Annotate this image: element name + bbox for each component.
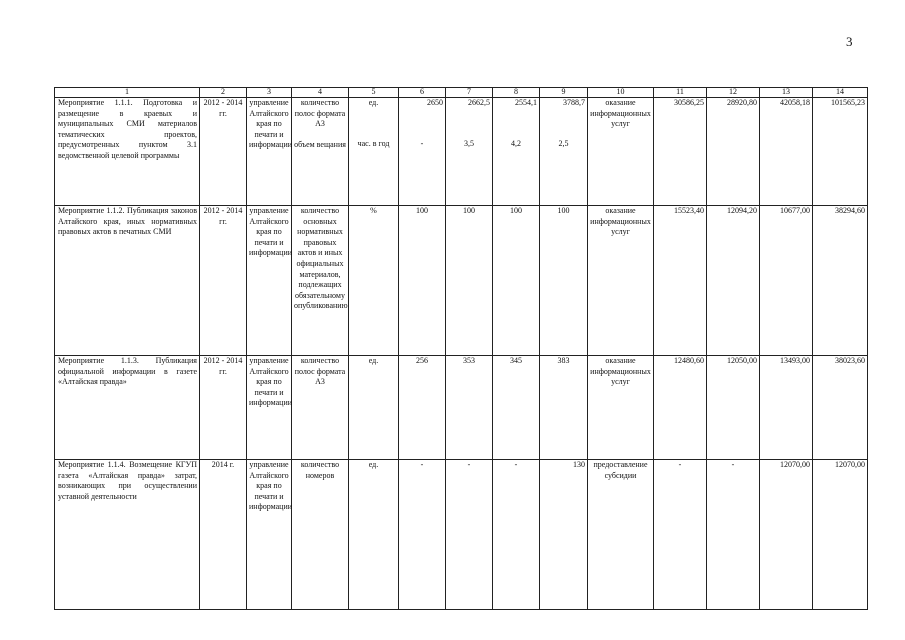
- indicator-b: объем вещания: [294, 139, 346, 149]
- value-cell: 345: [493, 356, 540, 460]
- indicator-cell: количество основных нормативных правовых актов и иных официальных материалов, подлежащих обязательному опубликованию: [292, 206, 349, 356]
- amount-cell: 38023,60: [813, 356, 868, 460]
- unit-cell: %: [349, 206, 399, 356]
- amount-cell: 15523,40: [654, 206, 707, 356]
- event-cell: Мероприятие 1.1.2. Публикация законов Алтайского края, иных нормативных правовых актов в печатных СМИ: [55, 206, 200, 356]
- unit-cell: ед.: [349, 460, 399, 610]
- amount-cell: -: [707, 460, 760, 610]
- years-cell: 2012 - 2014 гг.: [200, 98, 247, 206]
- amount-cell: 42058,18: [760, 98, 813, 206]
- amount-cell: 12070,00: [813, 460, 868, 610]
- value-b: 4,2: [511, 138, 521, 148]
- years-cell: 2012 - 2014 гг.: [200, 206, 247, 356]
- value-cell: 100: [493, 206, 540, 356]
- column-number: 4: [292, 88, 349, 98]
- value-cell: 353: [446, 356, 493, 460]
- value-b: 3,5: [464, 138, 474, 148]
- years-cell: 2012 - 2014 гг.: [200, 356, 247, 460]
- amount-cell: 101565,23: [813, 98, 868, 206]
- unit-b: час. в год: [357, 138, 390, 148]
- value-cell: 130: [540, 460, 588, 610]
- value-cell: [540, 98, 588, 206]
- column-number: 6: [399, 88, 446, 98]
- value-cell: 383: [540, 356, 588, 460]
- table-row: [55, 98, 868, 206]
- column-number: 8: [493, 88, 540, 98]
- amount-cell: 12094,20: [707, 206, 760, 356]
- value-cell: 256: [399, 356, 446, 460]
- amount-cell: -: [654, 460, 707, 610]
- column-number: 1: [55, 88, 200, 98]
- value-cell: [493, 98, 540, 206]
- page-number: 3: [846, 34, 853, 49]
- column-number: 11: [654, 88, 707, 98]
- column-number: 5: [349, 88, 399, 98]
- amount-cell: 28920,80: [707, 98, 760, 206]
- value-cell: 100: [446, 206, 493, 356]
- executor-cell: управление Алтайского края по печати и информации: [247, 356, 292, 460]
- event-cell: Мероприятие 1.1.1. Подготовка и размещение в краевых и муниципальных СМИ материалов тематических проектов, предусмотренных пунктом 3.1 ведомственной целевой программы: [55, 98, 200, 206]
- value-b: -: [420, 138, 424, 148]
- amount-cell: 13493,00: [760, 356, 813, 460]
- event-cell: Мероприятие 1.1.4. Возмещение КГУП газета «Алтайская правда» затрат, возникающих при осуществлении уставной деятельности: [55, 460, 200, 610]
- indicator-cell: количество номеров: [292, 460, 349, 610]
- executor-cell: управление Алтайского края по печати и информации: [247, 98, 292, 206]
- column-number: 2: [200, 88, 247, 98]
- value-a: 2650: [427, 98, 443, 107]
- amount-cell: 30586,25: [654, 98, 707, 206]
- amount-cell: 38294,60: [813, 206, 868, 356]
- years-cell: 2014 г.: [200, 460, 247, 610]
- value-a: 3788,7: [563, 98, 585, 107]
- value-b: 2,5: [558, 138, 569, 148]
- header-row: [55, 88, 868, 98]
- column-number: 9: [540, 88, 588, 98]
- column-number: 3: [247, 88, 292, 98]
- value-cell: -: [493, 460, 540, 610]
- value-cell: [446, 98, 493, 206]
- value-cell: -: [446, 460, 493, 610]
- unit-cell: [349, 98, 399, 206]
- column-number: 10: [588, 88, 654, 98]
- executor-cell: управление Алтайского края по печати и информации: [247, 460, 292, 610]
- amount-cell: 12050,00: [707, 356, 760, 460]
- value-cell: 100: [399, 206, 446, 356]
- indicator-a: количество полос формата А3: [294, 98, 346, 129]
- unit-cell: ед.: [349, 356, 399, 460]
- value-cell: 100: [540, 206, 588, 356]
- value-a: 2554,1: [515, 98, 537, 107]
- service-cell: предоставление субсидии: [588, 460, 654, 610]
- indicator-cell: количество полос формата А3: [292, 356, 349, 460]
- service-cell: оказание информационных услуг: [588, 206, 654, 356]
- value-a: 2662,5: [468, 98, 490, 107]
- table-row: [55, 206, 868, 356]
- amount-cell: 10677,00: [760, 206, 813, 356]
- program-events-table: [54, 87, 868, 610]
- column-number: 14: [813, 88, 868, 98]
- service-cell: оказание информационных услуг: [588, 98, 654, 206]
- indicator-cell: [292, 98, 349, 206]
- service-cell: оказание информационных услуг: [588, 356, 654, 460]
- column-number: 7: [446, 88, 493, 98]
- column-number: 12: [707, 88, 760, 98]
- table-row: [55, 356, 868, 460]
- unit-a: ед.: [368, 98, 379, 107]
- column-number: 13: [760, 88, 813, 98]
- value-cell: -: [399, 460, 446, 610]
- event-cell: Мероприятие 1.1.3. Публикация официальной информации в газете «Алтайская правда»: [55, 356, 200, 460]
- amount-cell: 12480,60: [654, 356, 707, 460]
- table-row: [55, 460, 868, 610]
- amount-cell: 12070,00: [760, 460, 813, 610]
- value-cell: [399, 98, 446, 206]
- executor-cell: управление Алтайского края по печати и информации: [247, 206, 292, 356]
